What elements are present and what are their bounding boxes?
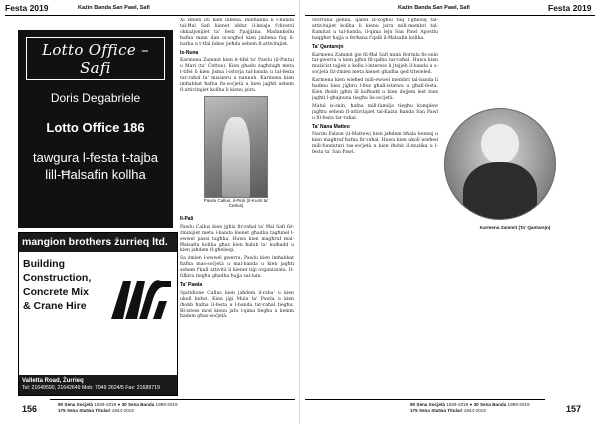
mangion-brothers-advert <box>18 232 178 396</box>
footer-statue: 175 Sena Statwa Titulari <box>58 408 111 413</box>
col2-intro: Sfortuna ġenna, qabel ix-xogħol fuq l-għeluq tal-attivitajiet kollha li kienu jsiru mill-membri tal-Kumitat u tal-banda, il-qima lejn San Pawl Apostlu baqgħet ħajja u ferħana f'qalb il-Ħalsafin kollha. <box>312 18 438 41</box>
col1-subheading-2: Il-Pali <box>180 215 194 222</box>
footer-band: 30 Sena Banda <box>473 402 507 407</box>
footer-statue-years: 1844-2019 <box>463 408 486 413</box>
footer-soc: 90 Sena Soċjetà <box>58 402 93 407</box>
header-rule <box>305 15 595 16</box>
col1-paragraph-4: Spiridione Callus kien jaħdem il-raba' u kien ukoll bidwi. Kien jiġi Mula ta' Pawlu u kien iħobb ħafna il-festa u l-banda tar-raħal tiegħu. Bl-istess mod kienu jafu l-qima tiegħu u kemm ħadem għas-soċjetà. <box>180 290 294 320</box>
lotto-slogan-line-2: lill-Ħalsafin kollha <box>45 167 146 182</box>
footer-rule <box>305 399 545 400</box>
service-line-1: Building <box>23 258 65 270</box>
col2-paragraph-4: Nardu Falzon (il-Mattew) kien jaħdem bħala bennej u kien magħruf ħafna fir-raħal. Huwa kien ukoll wieħed mill-fundaturi tas-soċjetà u kien iħobb il-mużika u l-festa ta' San Pawl. <box>312 132 438 156</box>
header-year: Festa 2019 <box>5 3 49 13</box>
footer-statue: 175 Sena Statwa Titulari <box>410 408 463 413</box>
col2-paragraph-1: Karmenu Zammit ġie fil-Ħal Safi minn Bormla fis-snin tal-gwerra u kien jgħix fil-qalba tar-raħal. Huwa kien mużiċist tajjeb u kellu l-interess li jtejjeb il-banda u s-soċjetà fiż-żmien meta kienet għadha qed titwieled. <box>312 52 438 76</box>
lotto-office-advert <box>18 30 173 228</box>
photo-caption: Pawlu Callus, il-Pinti (Il-Kunti ta' Ċettus) <box>203 197 269 209</box>
col1-subheading-3: Ta' Pawla <box>180 281 203 288</box>
header-rule <box>5 15 295 16</box>
service-line-2: Construction, <box>23 272 92 284</box>
lotto-owner: Doris Degabriele <box>50 91 141 105</box>
col1-intro: Xi żmien ilu kien inbena, minħabba li l-Banda tal-Ħal Safi kienet iddur il-knisja f'diversi okkażjonijiet ta' festi f'pajjiżna. Madankollu ħafna minn dan ix-xogħol kien jinbena fuq il-barka u t-tfal bdew jieħdu sehem fl-attivitajiet. <box>180 18 294 47</box>
col1-photo-wrap <box>180 96 294 214</box>
article-column-2 <box>312 18 438 396</box>
service-line-3: Concrete Mix <box>23 286 89 298</box>
col2-subheading-1: Ta' Qantarejn <box>312 43 344 50</box>
footer-anniversaries: 90 Sena Soċjetà 1929-2019 ● 30 Sena Banda 1989-2019 175 Sena Statwa Titulari 1844-2019 <box>410 402 530 413</box>
header-year: Festa 2019 <box>548 3 592 13</box>
col2-subheading-2: Ta' Nana Matteo <box>312 123 350 130</box>
page-number: 156 <box>22 404 38 414</box>
karmenu-zammit-portrait <box>444 108 556 220</box>
mangion-services <box>23 257 91 313</box>
col2-paragraph-2: Karmenu kien wieħed mill-ewwel membri tal-banda li ħadmu biex jiġbru l-flus għall-istatwa u għall-festa. Kien iħobb jgħin lil kulħadd u kien dejjem lest biex jagħti l-għajnuna tiegħu lis-soċjetà. <box>312 78 438 101</box>
lotto-slogan-line-1: tawgura l-festa t-tajba <box>32 150 158 165</box>
footer-band-years: 1989-2019 <box>507 402 530 407</box>
lotto-brand: Lotto Office – Safi <box>26 37 165 80</box>
footer-soc-years: 1929-2019 <box>94 402 117 407</box>
lotto-slogan <box>18 149 173 183</box>
col1-paragraph-3: Sa żmien l-ewwel gwerra, Pawlu kien imħabbat ħafna mas-soċjetà u mal-banda u kien jagħti sehem f'kull attività li kienet tiġi organizzata. It-tifkira tiegħu għadha ħajja sal-lum. <box>180 256 294 280</box>
mangion-logo-icon <box>109 271 173 321</box>
footer-soc: 90 Sena Soċjetà <box>410 402 445 407</box>
service-line-4: & Crane Hire <box>23 300 87 312</box>
mangion-address: Valletta Road, Żurrieq <box>22 378 84 384</box>
header-section: Każin Banda San Pawl, Safi <box>398 5 470 11</box>
article-column-1 <box>180 18 294 396</box>
portrait-caption: Karmenu Zammit (Ta' Qantarejn) <box>479 225 551 230</box>
col2-paragraph-3: Matul is-snin, ħafna mill-familja tiegħu komplew jagħtu sehem fl-attivitajiet tal-Każin Banda San Pawl u fil-festa tar-raħal. <box>312 103 438 121</box>
footer-band-years: 1989-2019 <box>155 402 178 407</box>
footer-rule <box>50 399 295 400</box>
header-section: Każin Banda San Pawl, Safi <box>78 5 150 11</box>
mangion-brand: mangion brothers żurrieq ltd. <box>19 233 177 252</box>
col1-paragraph-1: Karmenu Zammit kien it-tifel ta' Pawlu (il-Pinta) u Mari (ta' Ċettus). Kien għadu żagħżugħ meta t-tifel li kien jisma l-istorja tal-banda u tal-festa tar-raħal ta' missieru u nannuh. Karmenu kien imħabbat ħafna fis-soċjetà u kien jagħti sehem fl-attivitajiet kollha li kienu jsiru. <box>180 58 294 93</box>
lotto-office-number: Lotto Office 186 <box>46 120 145 135</box>
footer-band: 30 Sena Banda <box>121 402 155 407</box>
col1-subheading-1: Is-Nuna <box>180 49 199 56</box>
col1-paragraph-2: Pawlu Callus kien jgħix fir-raħal ta' Ħal Safi fiż-żminijiet meta l-banda kienet għadha tagħmel l-ewwel passi tagħha. Huwa kien magħruf mal-Ħalsafin kollha għax kien ħabib ta' kulħadd u kien jaħdem fl-għelieqi. <box>180 224 294 254</box>
footer-anniversaries: 90 Sena Soċjetà 1929-2019 ● 30 Sena Banda 1989-2019 175 Sena Statwa Titulari 1844-2019 <box>58 402 178 413</box>
pawlu-callus-photo <box>204 96 268 198</box>
mangion-contacts: Tel: 21649590, 21642649 Mob: 7949 2624/5 Fax: 21689719 <box>22 385 160 391</box>
mangion-contact-bar <box>19 375 177 395</box>
footer-statue-years: 1844-2019 <box>111 408 134 413</box>
footer-soc-years: 1929-2019 <box>446 402 469 407</box>
page-number: 157 <box>566 404 582 414</box>
